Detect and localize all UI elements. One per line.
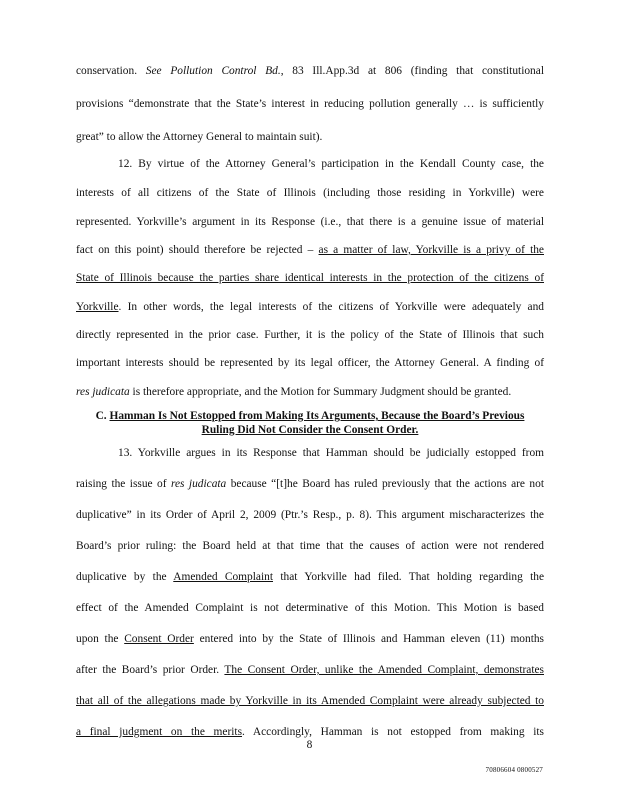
text-segment: because “[t]he Board has ruled previously that the actions are not [226,478,544,490]
body-text-line [76,477,544,491]
text-segment: that all of the allegations made by Yorkville in its Amended Complaint were already subjected to [76,695,544,707]
text-segment: The Consent Order, unlike the Amended Complaint, demonstrates [224,664,544,676]
text-segment: great” to allow the Attorney General to maintain suit). [76,131,323,143]
body-text-line [76,186,544,200]
text-segment: interests of all citizens of the State of Illinois (including those residing in Yorkville) were [76,187,544,199]
text-segment: important interests should be represented by its legal officer, the Attorney General. A finding of [76,357,544,369]
body-text-line [118,446,544,460]
text-segment: fact on this point) should therefore be rejected – [76,244,319,256]
text-segment: Consent Order [124,633,194,645]
text-segment: provisions “demonstrate that the State’s interest in reducing pollution generally … is sufficiently [76,98,544,110]
text-segment: represented. Yorkville’s argument in its Response (i.e., that there is a genuine issue of material [76,216,544,228]
text-segment: after the Board’s prior Order. [76,664,225,676]
text-segment: is therefore appropriate, and the Motion for Summary Judgment should be granted. [129,386,512,398]
body-text-line [118,157,544,171]
text-segment: raising the issue of [76,478,171,490]
text-segment: a final judgment on the merits [76,726,243,738]
text-segment: State of Illinois because the parties share identical interests in the protection of the citizens of [76,272,544,284]
body-text-line [76,539,544,553]
text-segment: Amended Complaint [173,571,273,583]
body-text-line [76,243,544,257]
body-text-line [76,328,544,342]
body-text-line [76,601,544,615]
body-text-line [76,271,544,285]
body-text-line [76,130,544,144]
text-segment: 13. Yorkville argues in its Response that Hamman should be judicially estopped from [118,447,544,459]
body-text-line [76,570,544,584]
text-segment: as a matter of law, Yorkville is a privy of the [318,244,544,256]
body-text-line [76,508,544,522]
text-segment: . Accordingly, Hamman is not estopped from making its [242,726,544,738]
text-segment: res judicata [170,478,227,490]
text-segment: entered into by the State of Illinois and Hamman eleven (11) months [193,633,544,645]
text-segment: that Yorkville had filed. That holding regarding the [273,571,545,583]
text-segment: duplicative” in its Order of April 2, 2009 (Ptr.’s Resp., p. 8). This argument mischaracterizes the [76,509,544,521]
text-segment: directly represented in the prior case. Further, it is the policy of the State of Illinois that such [76,329,544,341]
section-heading [76,409,544,423]
text-segment: duplicative by the [76,571,174,583]
text-segment: Board’s prior ruling: the Board held at that time that the causes of action were not rendered [76,540,544,552]
body-text-line [76,385,544,399]
body-text-line [76,632,544,646]
text-segment: . In other words, the legal interests of the citizens of Yorkville were adequately and [118,301,544,313]
body-text-line [76,97,544,111]
text-segment: 12. By virtue of the Attorney General’s participation in the Kendall County case, the [118,158,544,170]
body-text-line [76,300,544,314]
text-segment: effect of the Amended Complaint is not determinative of this Motion. This Motion is based [76,602,544,614]
section-heading-line-2: Ruling Did Not Consider the Consent Order. [201,424,419,436]
text-segment: Yorkville [76,301,119,313]
section-letter: C. [95,410,107,422]
text-segment: conservation. [76,65,146,77]
section-heading-continued [76,423,544,437]
page-number: 8 [306,739,313,751]
section-heading-line-1: Hamman Is Not Estopped from Making Its Arguments, Because the Board’s Previous [109,410,525,422]
body-text-line [76,215,544,229]
text-segment: , 83 Ill.App.3d at 806 (finding that constitutional [280,65,544,77]
body-text-line [76,64,544,78]
text-segment: upon the [76,633,125,645]
text-segment: res judicata [76,386,130,398]
body-text-line [76,725,544,739]
body-text-line [76,356,544,370]
document-id: 70806604 0800527 [485,766,543,774]
text-segment: See Pollution Control Bd. [145,65,281,77]
body-text-line [76,663,544,677]
body-text-line [76,694,544,708]
